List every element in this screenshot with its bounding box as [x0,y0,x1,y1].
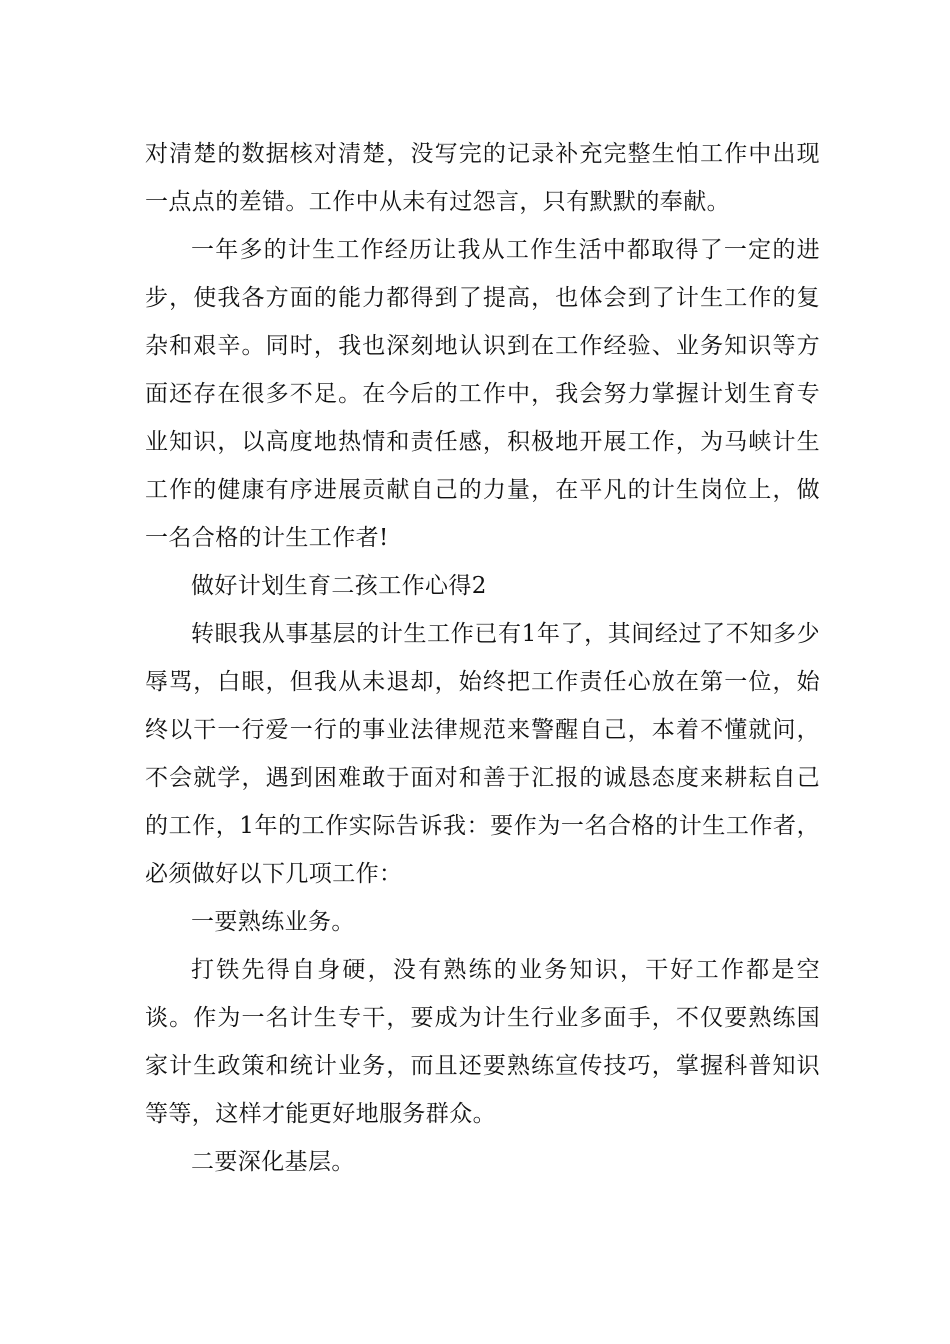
paragraph-3: 转眼我从事基层的计生工作已有1年了，其间经过了不知多少辱骂，白眼，但我从未退却，始终把工作责任心放在第一位，始终以干一行爱一行的事业法律规范来警醒自己，本着不懂就问，不会就学，遇到困难敢于面对和善于汇报的诚恳态度来耕耘自己的工作，1年的工作实际告诉我：要作为一名合格的计生工作者，必须做好以下几项工作： [145,621,820,887]
point-heading-2: 二要深化基层。 [191,1149,355,1175]
point-heading-1: 一要熟练业务。 [191,909,355,935]
paragraph-2: 一年多的计生工作经历让我从工作生活中都取得了一定的进步，使我各方面的能力都得到了提高，也体会到了计生工作的复杂和艰辛。同时，我也深刻地认识到在工作经验、业务知识等方面还存在很多不足。在今后的工作中，我会努力掌握计划生育专业知识，以高度地热情和责任感，积极地开展工作，为马峡计生工作的健康有序进展贡献自己的力量，在平凡的计生岗位上，做一名合格的计生工作者! [145,237,820,551]
paragraph-4: 打铁先得自身硬，没有熟练的业务知识，干好工作都是空谈。作为一名计生专干，要成为计生行业多面手，不仅要熟练国家计生政策和统计业务，而且还要熟练宣传技巧，掌握科普知识等等，这样才能更好地服务群众。 [145,957,820,1127]
section-heading: 做好计划生育二孩工作心得2 [191,573,487,599]
paragraph-1: 对清楚的数据核对清楚，没写完的记录补充完整生怕工作中出现一点点的差错。工作中从未有过怨言，只有默默的奉献。 [145,141,820,215]
document-body [145,130,820,1186]
